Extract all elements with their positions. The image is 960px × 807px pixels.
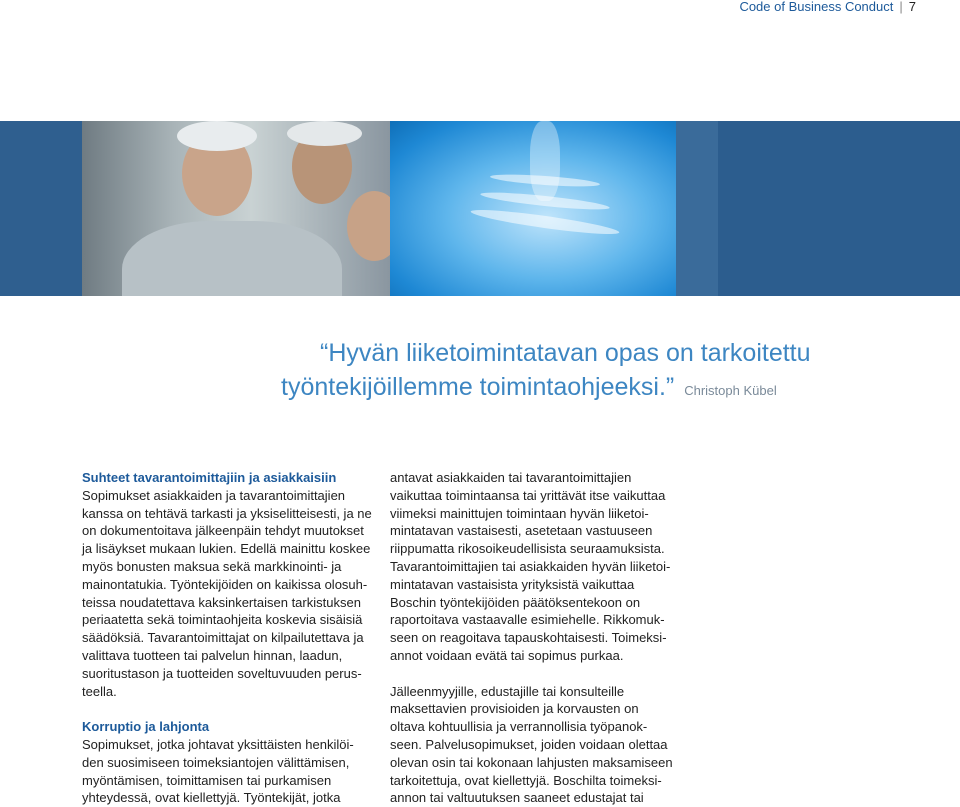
paragraph-influence: antavat asiakkaiden tai tavarantoimittajien vaikuttaa toimintaansa tai yrittävät itse vaikuttaa viimeksi mainittujen toimintaan hyvän liiketoi- mintatavan vastaisesti, asetetaan vastuuseen riippumatta rikosoikeudellisista seuraamuksista. Tavarantoimittajien tai asiakkaiden hyvän liiketoi- mintatavan vastaisista yrityksistä vaikuttaa Boschin työntekijöiden päätöksentekoon on raportoitava vastaavalle esimiehelle. Rikkomuk- seen on reagoitava tapauskohtaisesti. Toimeksi- annot voidaan evätä tai sopimus purkaa. [390, 470, 671, 663]
section-heading-suppliers: Suhteet tavarantoimittajiin ja asiakkaisiin [82, 470, 337, 485]
paragraph-suppliers: Sopimukset asiakkaiden ja tavarantoimittajien kanssa on tehtävä tarkasti ja yksiselitteisesti, ja ne on dokumentoitava jälkeenpäin tehdyt muutokset ja lisäykset mukaan lukien. Edellä mainittu koskee myös bonusten maksua sekä markkinointi- ja mainontatukia. Työntekijöiden on kaikissa olosuh- teissa noudatettava kaksinkertaisen tarkistuksen periaatetta sekä toimintaohjeita koskevia sisäisiä säädöksiä. Tavarantoimittajat on kilpailutettava ja valittava tuotteen tai palvelun hinnan, laadun, suoritustason ja tuotteiden soveltuvuuden perus- teella. [82, 487, 372, 699]
banner-gap [676, 121, 718, 296]
banner-right-block [718, 121, 960, 296]
paragraph-spacer [390, 665, 680, 683]
header-separator: | [899, 0, 903, 14]
quote-author: Christoph Kübel [684, 383, 777, 398]
cleanroom-workers-photo [82, 121, 390, 296]
quote-line-2-text: työntekijöillemme toimintaohjeeksi.” [281, 373, 675, 401]
quote-line-1: “Hyvän liiketoimintatavan opas on tarkoitettu [320, 339, 811, 367]
paragraph-corruption: Sopimukset, jotka johtavat yksittäisten henkilöi- den suosimiseen toimeksiantojen välittämisen, myöntämisen, toimittamisen tai purkamisen yhteydessä, ovat kiellettyjä. Työntekijät, jotka [82, 736, 354, 806]
paragraph-spacer [82, 700, 372, 718]
section-heading-corruption: Korruptio ja lahjonta [82, 719, 210, 735]
photo-banner [0, 121, 960, 296]
page-header [739, 0, 916, 14]
page-number: 7 [908, 0, 916, 14]
quote-line-2 [281, 370, 777, 408]
paragraph-commissions: Jälleenmyyjille, edustajille tai konsulteille maksettavien provisioiden ja korvausten on oltava kohtuullisia ja verrannollisia työpanok- seen. Palvelusopimukset, joiden voidaan olettaa olevan osin tai kokonaan lahjusten maksamiseen tarkoitettuja, ovat kiellettyjä. Boschilta toimeksi- annon tai valtuutuksen saaneet edustajat tai [390, 683, 673, 806]
document-title: Code of Business Conduct [739, 0, 894, 14]
text-column-2 [390, 469, 680, 807]
text-column-1 [82, 469, 372, 807]
banner-left-strip [0, 121, 82, 296]
blue-abstract-photo [390, 121, 676, 296]
